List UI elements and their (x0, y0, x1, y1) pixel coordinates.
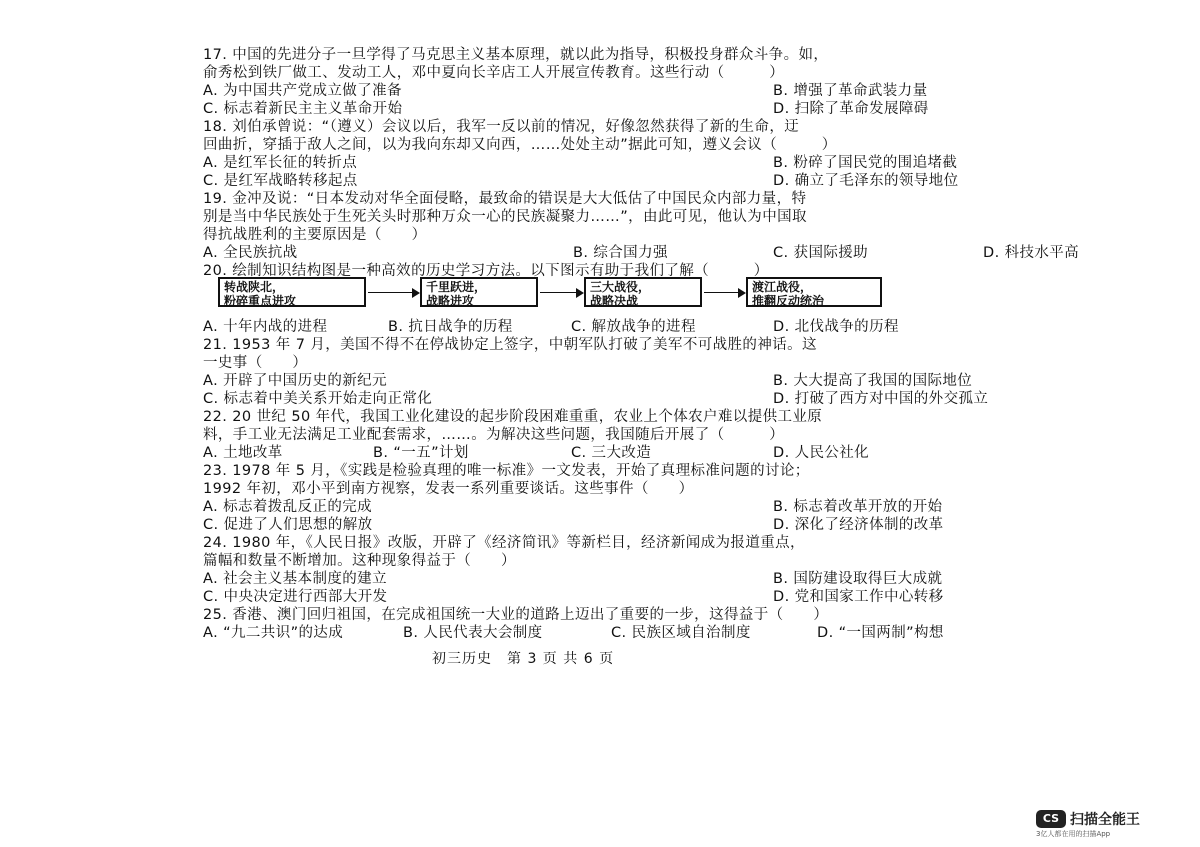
q23-options-row1 (203, 498, 943, 516)
q20-option-b: B. 抗日战争的历程 (388, 319, 513, 335)
q17-option-d: D. 扫除了革命发展障碍 (773, 101, 929, 117)
q20-option-d: D. 北伐战争的历程 (773, 319, 899, 335)
q22-options-row (203, 444, 870, 462)
q24-stem-line1: 24. 1980 年，《人民日报》改版，开辟了《经济简讯》等新栏目，经济新闻成为报道重点， (203, 535, 805, 551)
q20-stem-line1: 20. 绘制知识结构图是一种高效的历史学习方法。以下图示有助于我们了解（ ） (203, 263, 769, 279)
flow-box-2-line2: 战略进攻 (426, 294, 475, 308)
flow-arrow-1 (368, 292, 418, 293)
q18-option-a: A. 是红军长征的转折点 (203, 155, 358, 171)
q25-option-c: C. 民族区域自治制度 (611, 625, 751, 641)
watermark-tagline: 3亿人都在用的扫描App (1036, 830, 1111, 838)
q22-option-b: B. “一五”计划 (373, 445, 469, 461)
q21-options-row1 (203, 372, 973, 390)
q18-options-row1 (203, 154, 958, 172)
q25-option-a: A. “九二共识”的达成 (203, 625, 344, 641)
q21-options-row2 (203, 390, 989, 408)
q18-option-c: C. 是红军战略转移起点 (203, 173, 358, 189)
q23-option-c: C. 促进了人们思想的解放 (203, 517, 373, 533)
q17-option-a: A. 为中国共产党成立做了准备 (203, 83, 402, 99)
q24-options-row2 (203, 588, 944, 606)
q24-option-d: D. 党和国家工作中心转移 (773, 589, 944, 605)
q23-option-b: B. 标志着改革开放的开始 (773, 499, 943, 515)
q18-options-row2 (203, 172, 959, 190)
q25-options-row (203, 624, 944, 642)
q24-option-b: B. 国防建设取得巨大成就 (773, 571, 943, 587)
q20-option-c: C. 解放战争的进程 (571, 319, 696, 335)
q24-stem-line2: 篇幅和数量不断增加。这种现象得益于（ ） (203, 553, 516, 569)
q23-option-d: D. 深化了经济体制的改革 (773, 517, 944, 533)
flow-box-4 (746, 277, 882, 307)
q17-option-c: C. 标志着新民主主义革命开始 (203, 101, 403, 117)
q17-options-row1 (203, 82, 928, 100)
q17-stem-line1: 17. 中国的先进分子一旦学得了马克思主义基本原理，就以此为指导，积极投身群众斗争。如， (203, 47, 829, 63)
q21-option-d: D. 打破了西方对中国的外交孤立 (773, 391, 989, 407)
q23-stem-line2: 1992 年初，邓小平到南方视察，发表一系列重要谈话。这些事件（ ） (203, 481, 694, 497)
q21-option-b: B. 大大提高了我国的国际地位 (773, 373, 973, 389)
flow-box-3 (584, 277, 702, 307)
q19-stem-line3: 得抗战胜利的主要原因是（ ） (203, 227, 427, 243)
q22-stem-line1: 22. 20 世纪 50 年代，我国工业化建设的起步阶段困难重重，农业上个体农户难以提供工业原 (203, 409, 823, 425)
q19-options-row (203, 244, 1080, 262)
q19-option-c: C. 获国际援助 (773, 245, 869, 261)
q18-stem-line1: 18. 刘伯承曾说：“（遵义）会议以后，我军一反以前的情况，好像忽然获得了新的生命，迂 (203, 119, 800, 135)
q25-option-b: B. 人民代表大会制度 (403, 625, 543, 641)
flow-box-2-line1: 千里跃进， (426, 280, 487, 294)
q22-option-a: A. 土地改革 (203, 445, 283, 461)
flow-arrow-2 (540, 292, 582, 293)
flow-box-3-line2: 战略决战 (590, 294, 639, 308)
q23-options-row2 (203, 516, 944, 534)
camscanner-logo-icon: CS (1036, 810, 1066, 828)
scanner-watermark (1036, 808, 1186, 840)
q23-option-a: A. 标志着拨乱反正的完成 (203, 499, 373, 515)
flow-box-4-line1: 渡江战役， (752, 280, 813, 294)
flow-box-4-line2: 推翻反动统治 (752, 294, 825, 308)
watermark-name: 扫描全能王 (1070, 812, 1140, 828)
q22-option-c: C. 三大改造 (571, 445, 652, 461)
q22-option-d: D. 人民公社化 (773, 445, 870, 461)
q18-stem-line2: 回曲折，穿插于敌人之间，以为我向东却又向西，……处处主动”据此可知，遵义会议（ ） (203, 137, 837, 153)
q20-option-a: A. 十年内战的进程 (203, 319, 328, 335)
q18-option-b: B. 粉碎了国民党的围追堵截 (773, 155, 958, 171)
flow-box-3-line1: 三大战役， (590, 280, 651, 294)
q21-stem-line2: 一史事（ ） (203, 355, 308, 371)
flow-box-1-line2: 粉碎重点进攻 (224, 294, 297, 308)
q19-stem-line1: 19. 金冲及说：“日本发动对华全面侵略，最致命的错误是大大低估了中国民众内部力量，特 (203, 191, 807, 207)
q21-option-a: A. 开辟了中国历史的新纪元 (203, 373, 387, 389)
flow-box-1-line1: 转战陕北， (224, 280, 285, 294)
q17-option-b: B. 增强了革命武装力量 (773, 83, 928, 99)
flow-box-1 (218, 277, 366, 307)
q19-option-a: A. 全民族抗战 (203, 245, 298, 261)
q24-option-c: C. 中央决定进行西部大开发 (203, 589, 388, 605)
q24-options-row1 (203, 570, 943, 588)
flow-arrow-3 (704, 292, 744, 293)
q25-stem-line1: 25. 香港、澳门回归祖国，在完成祖国统一大业的道路上迈出了重要的一步，这得益于（ ） (203, 607, 829, 623)
q19-stem-line2: 别是当中华民族处于生死关头时那种万众一心的民族凝聚力……”，由此可见，他认为中国取 (203, 209, 807, 225)
q24-option-a: A. 社会主义基本制度的建立 (203, 571, 387, 587)
q22-stem-line2: 料，手工业无法满足工业配套需求，……。为解决这些问题，我国随后开展了（ ） (203, 427, 785, 443)
flow-box-2 (420, 277, 538, 307)
q23-stem-line1: 23. 1978 年 5 月，《实践是检验真理的唯一标准》一文发表，开始了真理标准问题的讨论； (203, 463, 810, 479)
q21-stem-line1: 21. 1953 年 7 月，美国不得不在停战协定上签字，中朝军队打破了美军不可战胜的神话。这 (203, 337, 817, 353)
page-footer: 初三历史 第 3 页 共 6 页 (432, 651, 615, 667)
q17-stem-line2: 俞秀松到铁厂做工、发动工人，邓中夏向长辛店工人开展宣传教育。这些行动（ ） (203, 65, 785, 81)
q17-options-row2 (203, 100, 929, 118)
q19-option-b: B. 综合国力强 (573, 245, 668, 261)
q20-flow-diagram (218, 277, 918, 311)
q25-option-d: D. “一国两制”构想 (817, 625, 944, 641)
q20-options-row (203, 318, 899, 336)
q21-option-c: C. 标志着中美关系开始走向正常化 (203, 391, 433, 407)
q18-option-d: D. 确立了毛泽东的领导地位 (773, 173, 959, 189)
q19-option-d: D. 科技水平高 (983, 245, 1080, 261)
